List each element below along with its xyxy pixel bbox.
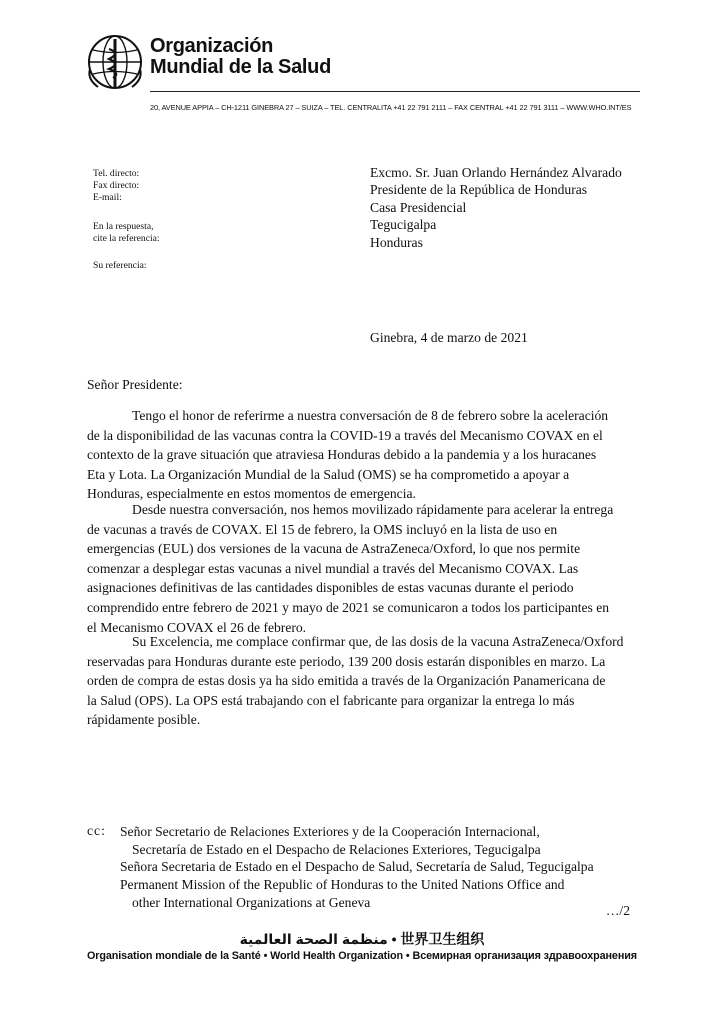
footer-languages: Organisation mondiale de la Santé • World Health Organization • Всемирная организация здравоохранения bbox=[86, 950, 637, 962]
page-continuation: …/2 bbox=[605, 903, 630, 918]
paragraph-line: Eta y Lota. La Organización Mundial de la Salud (OMS) se ha comprometido a apoyar a bbox=[87, 466, 570, 482]
paragraph-line: el Mecanismo COVAX el 26 de febrero. bbox=[87, 619, 307, 635]
tel-label: Tel. directo: bbox=[93, 168, 140, 179]
paragraph-line: la Salud (OPS). La OPS está trabajando con el fabricante para organizar la entrega lo más bbox=[87, 692, 575, 708]
paragraph-line: Desde nuestra conversación, nos hemos movilizado rápidamente para acelerar la entrega bbox=[132, 502, 614, 517]
cc-label: cc: bbox=[87, 823, 106, 838]
paragraph-line: de la disponibilidad de las vacunas contra la COVID-19 a través del Mecanismo COVAX en el bbox=[87, 427, 603, 443]
recipient-line: Honduras bbox=[370, 234, 423, 250]
org-name-line1: Organización bbox=[150, 35, 274, 57]
paragraph-line: contexto de la grave situación que atraviesa Honduras debido a la pandemia y a los huracanes bbox=[87, 447, 597, 463]
cc-line: Señor Secretario de Relaciones Exteriores y de la Cooperación Internacional, bbox=[120, 824, 540, 839]
paragraph-line: Tengo el honor de referirme a nuestra conversación de 8 de febrero sobre la aceleración bbox=[132, 408, 609, 423]
reply-label-2: cite la referencia: bbox=[93, 233, 160, 244]
cc-line: other International Organizations at Geneva bbox=[132, 894, 371, 910]
email-label: E-mail: bbox=[93, 192, 122, 203]
paragraph-line: Su Excelencia, me complace confirmar que, de las dosis de la vacuna AstraZeneca/Oxford bbox=[132, 634, 624, 649]
cc-line: Permanent Mission of the Republic of Honduras to the United Nations Office and bbox=[120, 877, 565, 893]
paragraph-line: Honduras, especialmente en estos momentos de emergencia. bbox=[87, 486, 416, 502]
reply-label-1: En la respuesta, bbox=[93, 221, 154, 232]
paragraph-line: asignaciones definitivas de las cantidades disponibles de estas vacunas durante el periodo bbox=[87, 580, 574, 596]
recipient-line: Excmo. Sr. Juan Orlando Hernández Alvarado bbox=[370, 165, 622, 180]
paragraph-line: de vacunas a través de COVAX. El 15 de febrero, la OMS incluyó en la lista de uso en bbox=[87, 521, 558, 537]
paragraph-line: orden de compra de estas dosis ya ha sido emitida a través de la Organización Panamericana de bbox=[87, 673, 606, 689]
paragraph-2 bbox=[87, 500, 647, 637]
paragraph-line: comenzar a desplegar estas vacunas a nivel mundial a través del Mecanismo COVAX. Las bbox=[87, 560, 579, 576]
paragraph-line: reservadas para Honduras durante este periodo, 139 200 dosis estarán disponibles en marzo. La bbox=[87, 653, 606, 669]
paragraph-line: rápidamente posible. bbox=[87, 712, 201, 728]
cc-line: Secretaría de Estado en el Despacho de Relaciones Exteriores, Tegucigalpa bbox=[132, 841, 541, 857]
org-name-line2: Mundial de la Salud bbox=[150, 56, 331, 78]
who-emblem-logo bbox=[86, 33, 144, 91]
footer-arabic-chinese: منظمة الصحة العالمية • 世界卫生组织 bbox=[239, 931, 485, 947]
recipient-line: Casa Presidencial bbox=[370, 199, 467, 215]
header-divider bbox=[150, 91, 640, 92]
organization-name bbox=[150, 36, 331, 78]
paragraph-1 bbox=[87, 406, 647, 504]
recipient-line: Tegucigalpa bbox=[370, 217, 437, 233]
letter-date: Ginebra, 4 de marzo de 2021 bbox=[370, 330, 528, 345]
your-reference-label: Su referencia: bbox=[93, 260, 147, 271]
cc-recipients bbox=[120, 823, 594, 912]
paragraph-line: comprendido entre febrero de 2021 y mayo de 2021 se comunicaron a todos los participantes en bbox=[87, 599, 610, 615]
paragraph-line: emergencias (EUL) dos versiones de la vacuna de AstraZeneca/Oxford, lo que nos permite bbox=[87, 541, 581, 557]
paragraph-3 bbox=[87, 632, 647, 730]
fax-label: Fax directo: bbox=[93, 180, 140, 191]
recipient-address bbox=[370, 164, 622, 251]
cc-line: Señora Secretaria de Estado en el Despacho de Salud, Secretaría de Salud, Tegucigalpa bbox=[120, 859, 594, 875]
recipient-line: Presidente de la República de Honduras bbox=[370, 182, 588, 198]
header-address: 20, AVENUE APPIA – CH-1211 GINEBRA 27 – SUIZA – TEL. CENTRALITA +41 22 791 2111 – FAX CENTRAL +41 22 791 3111 – WWW.WHO.INT/ES bbox=[150, 103, 632, 112]
salutation: Señor Presidente: bbox=[87, 377, 183, 392]
